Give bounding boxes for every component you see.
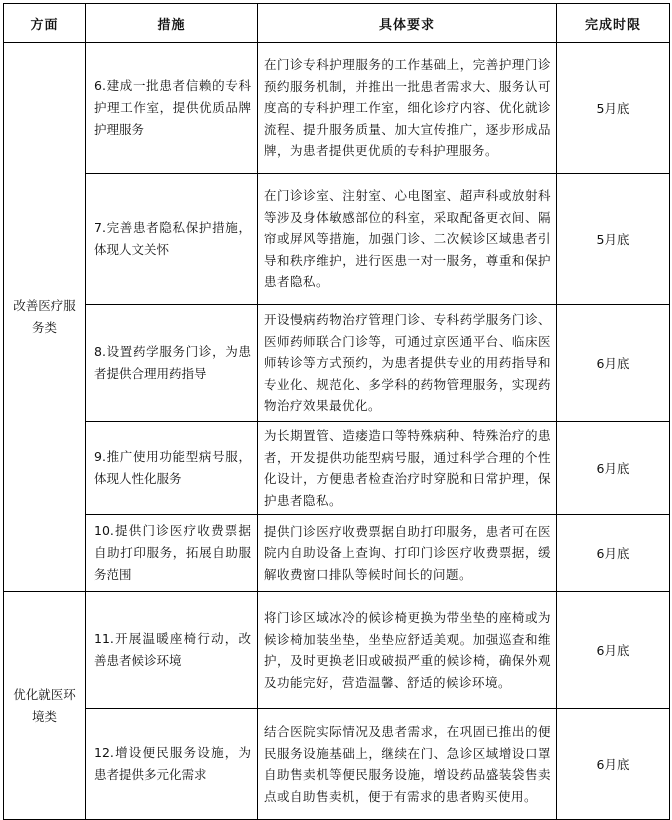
table-row bbox=[4, 305, 670, 422]
table-row bbox=[4, 43, 670, 174]
header-deadline: 完成时限 bbox=[557, 4, 670, 43]
requirement-cell: 提供门诊医疗收费票据自助打印服务，患者可在医院内自助设备上查询、打印门诊医疗收费票据，缓解收费窗口排队等候时间长的问题。 bbox=[258, 515, 557, 592]
deadline-cell: 6月底 bbox=[557, 709, 670, 820]
requirement-cell: 为长期置管、造瘘造口等特殊病种、特殊治疗的患者，开发提供功能型病号服，通过科学合理的个性化设计，方便患者检查治疗时穿脱和日常护理，保护患者隐私。 bbox=[258, 422, 557, 515]
measure-cell: 8.设置药学服务门诊，为患者提供合理用药指导 bbox=[86, 305, 258, 422]
deadline-cell: 6月底 bbox=[557, 305, 670, 422]
table-row bbox=[4, 709, 670, 820]
document-page bbox=[0, 3, 672, 804]
table-row bbox=[4, 422, 670, 515]
deadline-cell: 5月底 bbox=[557, 174, 670, 305]
measure-cell: 10.提供门诊医疗收费票据自助打印服务，拓展自助服务范围 bbox=[86, 515, 258, 592]
table-row bbox=[4, 592, 670, 709]
header-measure: 措施 bbox=[86, 4, 258, 43]
requirement-cell: 结合医院实际情况及患者需求，在巩固已推出的便民服务设施基础上，继续在门、急诊区域增设口罩自助售卖机等便民服务设施，增设药品盛装袋售卖点或自助售卖机，便于有需求的患者购买使用。 bbox=[258, 709, 557, 820]
header-row bbox=[4, 4, 670, 43]
deadline-cell: 5月底 bbox=[557, 43, 670, 174]
deadline-cell: 6月底 bbox=[557, 515, 670, 592]
requirement-cell: 在门诊专科护理服务的工作基础上，完善护理门诊预约服务机制，并推出一批患者需求大、服务认可度高的专科护理工作室，细化诊疗内容、优化就诊流程、提升服务质量、加大宣传推广，逐步形成品牌，为患者提供更优质的专科护理服务。 bbox=[258, 43, 557, 174]
deadline-cell: 6月底 bbox=[557, 592, 670, 709]
category-cell: 优化就医环境类 bbox=[4, 592, 86, 820]
requirement-cell: 开设慢病药物治疗管理门诊、专科药学服务门诊、医师药师联合门诊等，可通过京医通平台、临床医师转诊等方式预约，为患者提供专业的用药指导和专业化、规范化、多学科的药物管理服务，实现药物治疗效果最优化。 bbox=[258, 305, 557, 422]
requirement-cell: 将门诊区域冰冷的候诊椅更换为带坐垫的座椅或为候诊椅加装坐垫，坐垫应舒适美观。加强巡查和维护，及时更换老旧或破损严重的候诊椅，确保外观及功能完好，营造温馨、舒适的候诊环境。 bbox=[258, 592, 557, 709]
measures-table bbox=[3, 3, 670, 820]
deadline-cell: 6月底 bbox=[557, 422, 670, 515]
measure-cell: 7.完善患者隐私保护措施，体现人文关怀 bbox=[86, 174, 258, 305]
measure-cell: 11.开展温暖座椅行动，改善患者候诊环境 bbox=[86, 592, 258, 709]
requirement-cell: 在门诊诊室、注射室、心电图室、超声科或放射科等涉及身体敏感部位的科室，采取配备更衣间、隔帘或屏风等措施，加强门诊、二次候诊区域患者引导和秩序维护，进行医患一对一服务，尊重和保护患者隐私。 bbox=[258, 174, 557, 305]
category-cell: 改善医疗服务类 bbox=[4, 43, 86, 592]
header-requirement: 具体要求 bbox=[258, 4, 557, 43]
measure-cell: 9.推广使用功能型病号服，体现人性化服务 bbox=[86, 422, 258, 515]
measure-cell: 6.建成一批患者信赖的专科护理工作室，提供优质品牌护理服务 bbox=[86, 43, 258, 174]
table-row bbox=[4, 174, 670, 305]
table-row bbox=[4, 515, 670, 592]
header-aspect: 方面 bbox=[4, 4, 86, 43]
measure-cell: 12.增设便民服务设施，为患者提供多元化需求 bbox=[86, 709, 258, 820]
